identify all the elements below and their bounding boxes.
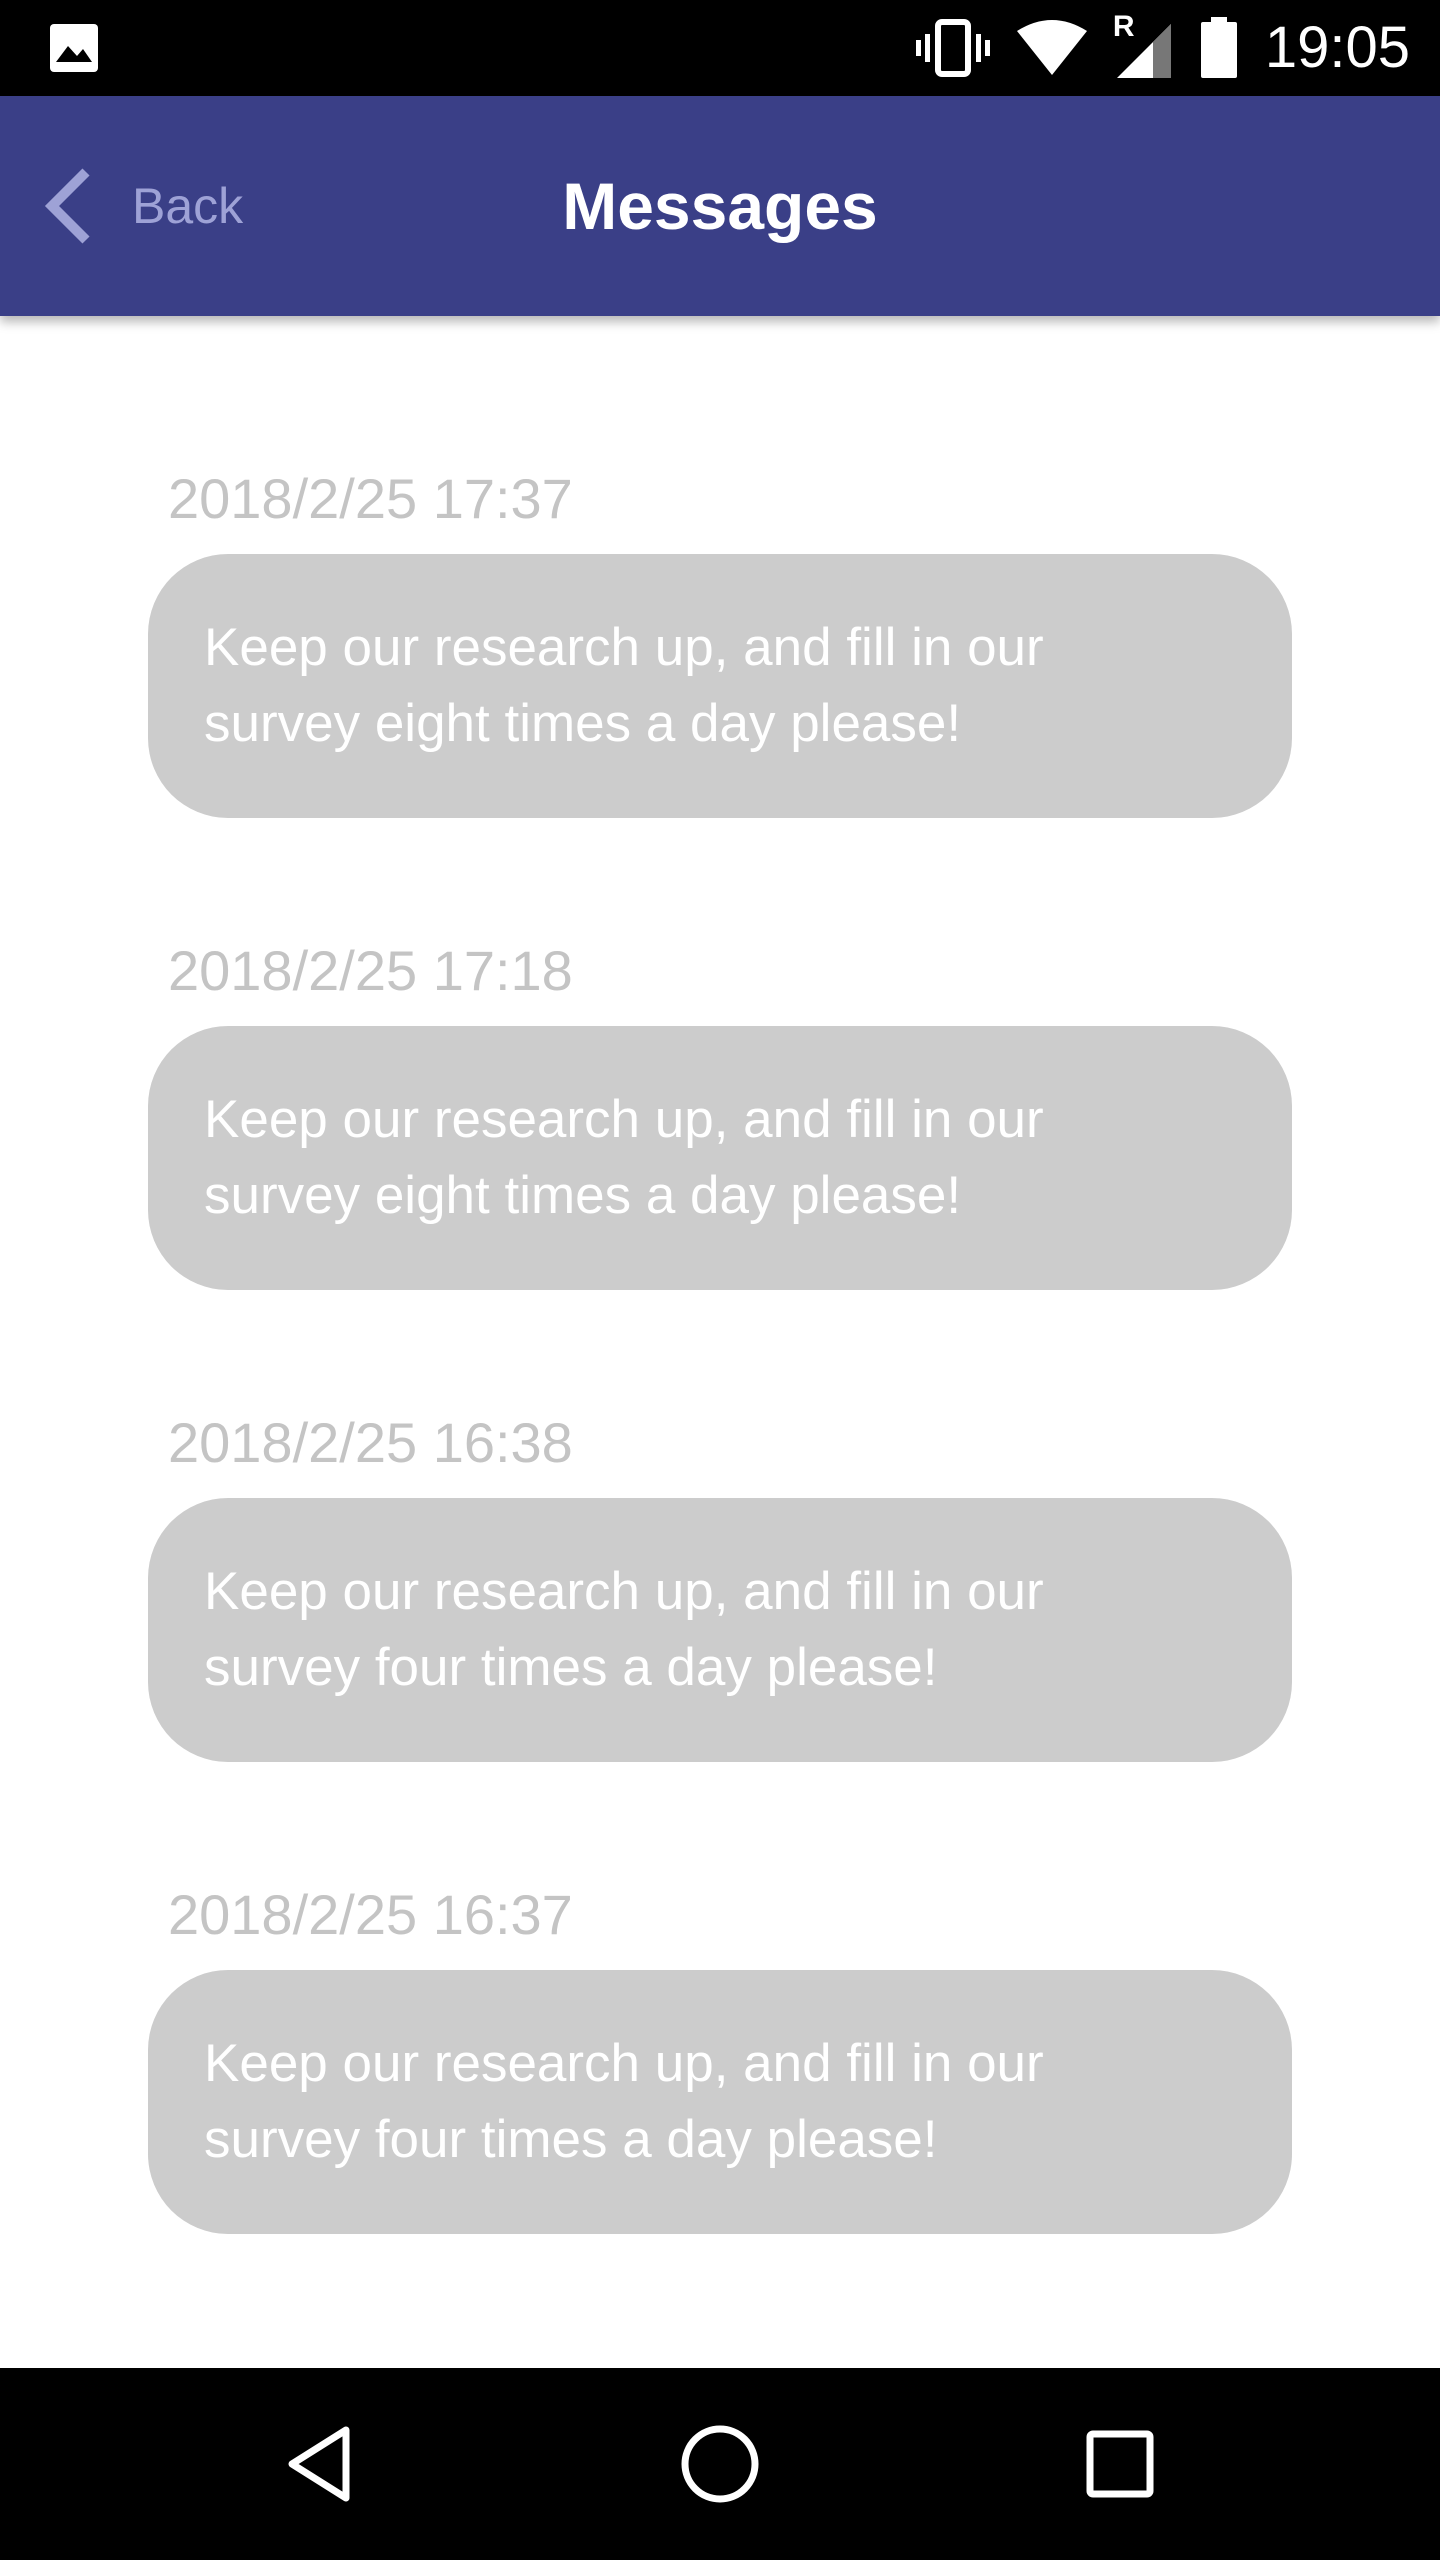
app-bar <box>0 96 1440 316</box>
message-bubble[interactable] <box>148 554 1292 818</box>
signal-roaming-icon <box>1112 10 1173 80</box>
message-timestamp: 2018/2/25 17:37 <box>168 467 573 530</box>
back-triangle-icon <box>278 2422 362 2506</box>
message-bubble[interactable] <box>148 1498 1292 1762</box>
home-circle-icon <box>678 2422 762 2506</box>
status-icons <box>915 0 1410 96</box>
page-title: Messages <box>562 169 878 243</box>
status-time: 19:05 <box>1264 15 1410 80</box>
chevron-left-icon <box>40 164 100 248</box>
wifi-icon <box>1017 19 1087 77</box>
message-bubble[interactable] <box>148 1970 1292 2234</box>
nav-back-button[interactable] <box>260 2404 380 2524</box>
message-list <box>0 316 1440 2368</box>
message-text: Keep our research up, and fill in our survey four times a day please! <box>204 1562 1044 1697</box>
back-label: Back <box>132 178 244 234</box>
message-text: Keep our research up, and fill in our survey eight times a day please! <box>204 618 1044 753</box>
message-text: Keep our research up, and fill in our survey four times a day please! <box>204 2034 1044 2169</box>
message-item[interactable] <box>0 936 1440 1408</box>
message-item[interactable] <box>0 1408 1440 1880</box>
recents-square-icon <box>1078 2422 1162 2506</box>
back-button[interactable] <box>40 156 243 256</box>
vibrate-icon <box>915 18 991 78</box>
nav-recents-button[interactable] <box>1060 2404 1180 2524</box>
navigation-bar <box>0 2368 1440 2560</box>
status-bar <box>0 0 1440 96</box>
message-item[interactable] <box>0 1880 1440 2352</box>
battery-icon <box>1199 17 1239 79</box>
gallery-icon <box>48 22 100 74</box>
message-timestamp: 2018/2/25 16:38 <box>168 1411 573 1474</box>
message-item[interactable] <box>0 464 1440 936</box>
roaming-indicator: R <box>1112 10 1135 43</box>
message-bubble[interactable] <box>148 1026 1292 1290</box>
message-timestamp: 2018/2/25 16:37 <box>168 1883 573 1946</box>
nav-home-button[interactable] <box>660 2404 780 2524</box>
message-text: Keep our research up, and fill in our survey eight times a day please! <box>204 1090 1044 1225</box>
message-timestamp: 2018/2/25 17:18 <box>168 939 573 1002</box>
